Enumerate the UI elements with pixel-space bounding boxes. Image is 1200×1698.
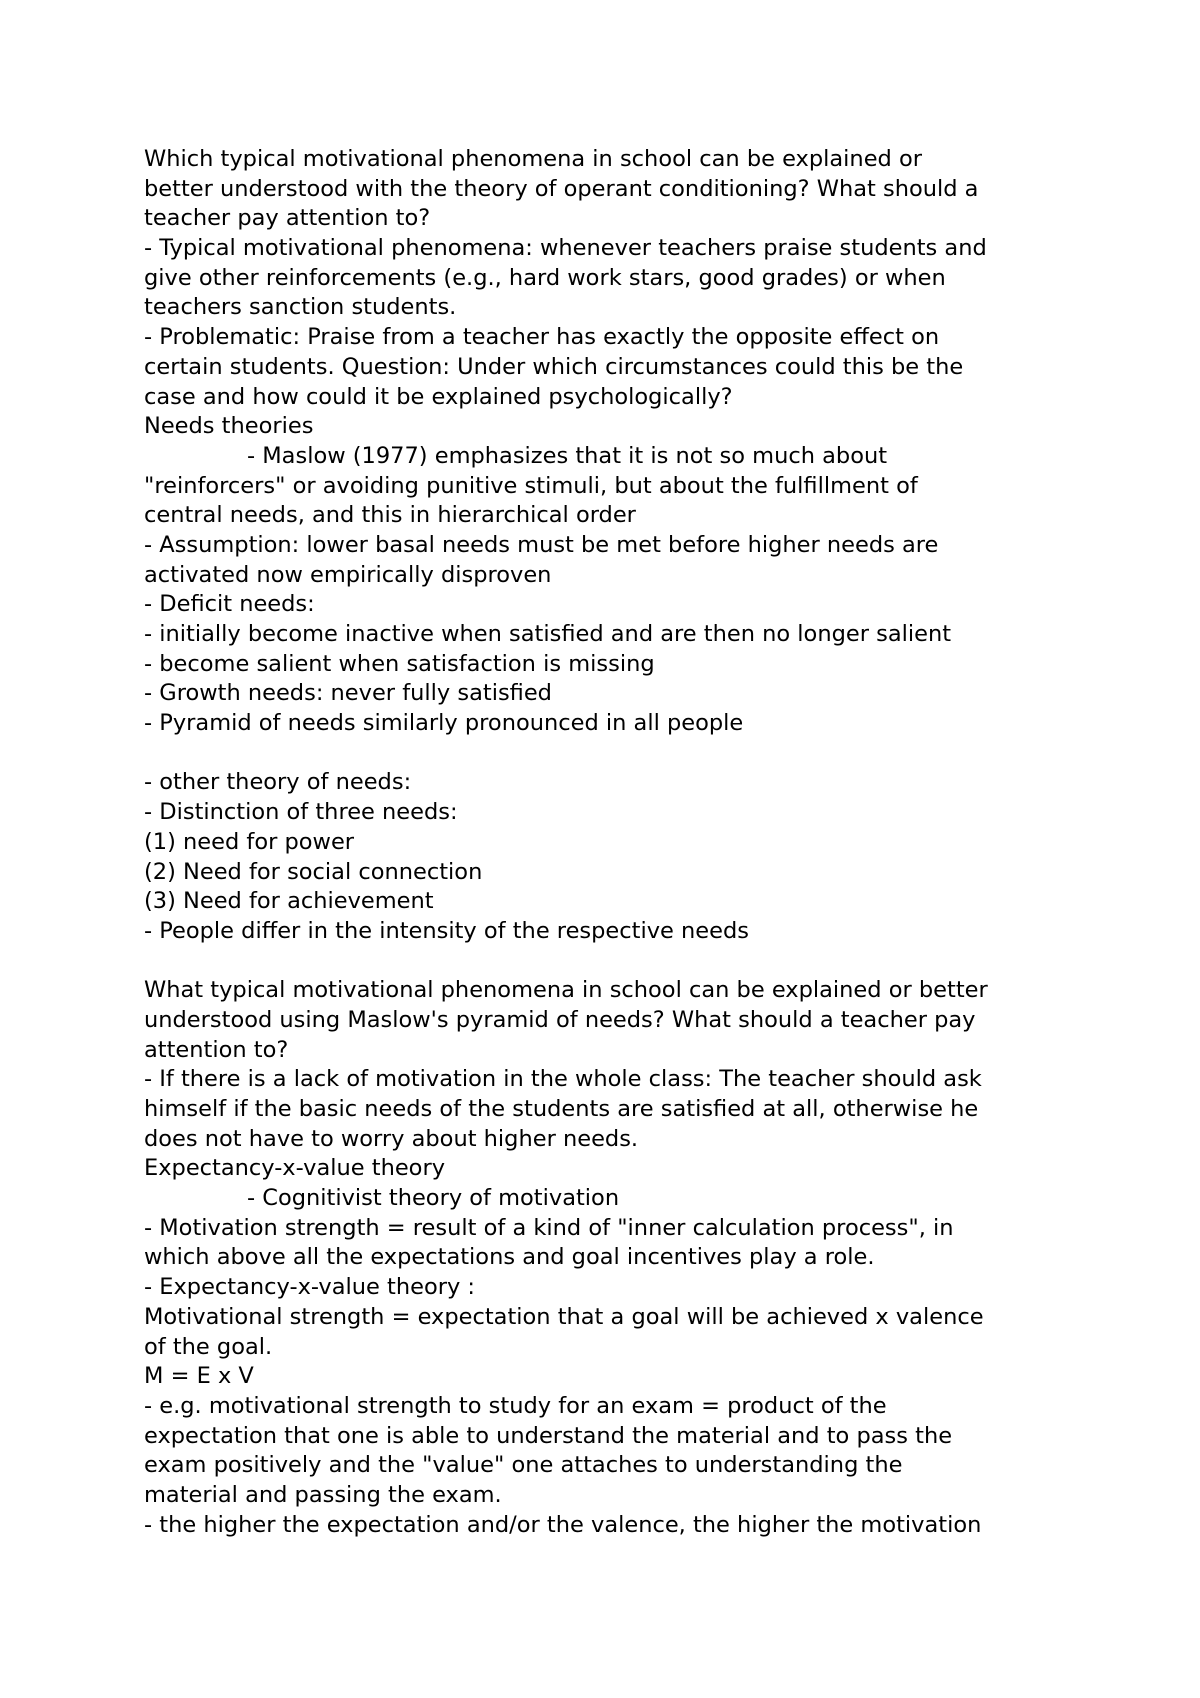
text-line: - Pyramid of needs similarly pronounced in all people [144, 710, 744, 737]
text-line: Which typical motivational phenomena in school can be explained or [144, 146, 922, 172]
text-line: - Distinction of three needs: [144, 799, 458, 826]
text-line: - People differ in the intensity of the respective needs [144, 917, 749, 944]
text-line: (1) need for power [144, 828, 355, 855]
text-line: case and how could it be explained psychologically? [144, 383, 733, 410]
text-line: (3) Need for achievement [144, 888, 434, 915]
text-line: does not have to worry about higher needs. [144, 1125, 639, 1152]
text-line: - Motivation strength = result of a kind of "inner calculation process", in [144, 1214, 954, 1241]
text-line: himself if the basic needs of the students are satisfied at all, otherwise he [144, 1096, 979, 1122]
text-line: (2) Need for social connection [144, 858, 483, 885]
blank-line [144, 739, 1084, 769]
text-line: Motivational strength = expectation that a goal will be achieved x valence [144, 1303, 984, 1330]
text-line: - Growth needs: never fully satisfied [144, 680, 552, 707]
text-line: - Maslow (1977) emphasizes that it is not so much about [247, 442, 888, 469]
section-heading-expectancy-x-value: Expectancy-x-value theory [144, 1155, 446, 1182]
text-line: attention to? [144, 1036, 289, 1063]
text-line: - become salient when satisfaction is missing [144, 650, 655, 677]
text-line: of the goal. [144, 1333, 273, 1360]
text-line: "reinforcers" or avoiding punitive stimuli, but about the fulfillment of [144, 472, 918, 499]
text-line: understood using Maslow's pyramid of needs? What should a teacher pay [144, 1006, 976, 1033]
text-line: which above all the expectations and goal incentives play a role. [144, 1244, 875, 1271]
document-body [144, 145, 1084, 1540]
text-line: teachers sanction students. [144, 294, 457, 321]
text-line: teacher pay attention to? [144, 205, 431, 232]
text-line: - Deficit needs: [144, 591, 315, 618]
text-line: - other theory of needs: [144, 769, 412, 796]
text-line: - Expectancy-x-value theory : [144, 1274, 476, 1301]
text-line: - the higher the expectation and/or the valence, the higher the motivation [144, 1511, 982, 1538]
text-line: - If there is a lack of motivation in the whole class: The teacher should ask [144, 1066, 982, 1093]
section-heading-needs-theories: Needs theories [144, 413, 314, 440]
text-line: central needs, and this in hierarchical order [144, 502, 636, 529]
text-line: What typical motivational phenomena in school can be explained or better [144, 977, 988, 1004]
formula-line: M = E x V [144, 1363, 254, 1390]
text-line: expectation that one is able to understand the material and to pass the [144, 1422, 953, 1449]
text-line: activated now empirically disproven [144, 561, 552, 588]
text-line: - e.g. motivational strength to study for an exam = product of the [144, 1392, 887, 1419]
text-line: - initially become inactive when satisfied and are then no longer salient [144, 621, 952, 647]
text-line: material and passing the exam. [144, 1481, 502, 1508]
text-line: exam positively and the "value" one attaches to understanding the [144, 1452, 903, 1479]
text-line: - Problematic: Praise from a teacher has exactly the opposite effect on [144, 324, 940, 351]
text-line: - Cognitivist theory of motivation [247, 1185, 620, 1212]
text-line: give other reinforcements (e.g., hard work stars, good grades) or when [144, 264, 946, 291]
text-line: - Typical motivational phenomena: whenever teachers praise students and [144, 235, 987, 262]
text-line: certain students. Question: Under which circumstances could this be the [144, 353, 964, 380]
text-line: - Assumption: lower basal needs must be met before higher needs are [144, 531, 939, 558]
text-line: better understood with the theory of operant conditioning? What should a [144, 175, 979, 202]
blank-line [144, 947, 1084, 977]
